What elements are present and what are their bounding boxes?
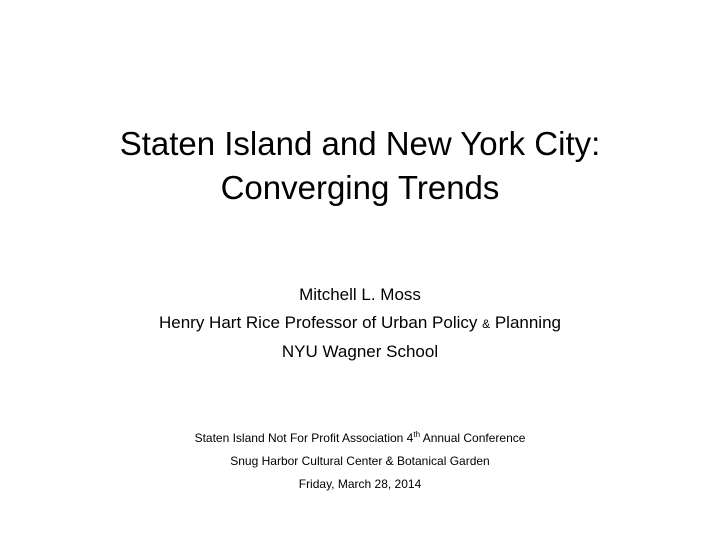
conference-venue: Snug Harbor Cultural Center & Botanical Garden (230, 454, 490, 468)
conference-date: Friday, March 28, 2014 (298, 477, 422, 491)
conference-name (40, 427, 680, 450)
author-name: Mitchell L. Moss (299, 285, 421, 304)
author-position-ampersand: & (482, 317, 491, 331)
conference-name-start: Staten Island Not For Profit Association 4 (194, 431, 414, 445)
title-line-1: Staten Island and New York City: (119, 125, 601, 162)
conference-ordinal-suffix: th (413, 430, 421, 439)
slide-title (40, 122, 680, 210)
conference-block (40, 427, 680, 496)
author-position-end: Planning (490, 313, 561, 332)
author-school: NYU Wagner School (281, 342, 439, 361)
author-position (40, 309, 680, 338)
conference-name-end: Annual Conference (420, 431, 526, 445)
author-block (40, 281, 680, 366)
author-position-start: Henry Hart Rice Professor of Urban Policy (158, 313, 483, 332)
title-line-2: Converging Trends (220, 169, 500, 206)
